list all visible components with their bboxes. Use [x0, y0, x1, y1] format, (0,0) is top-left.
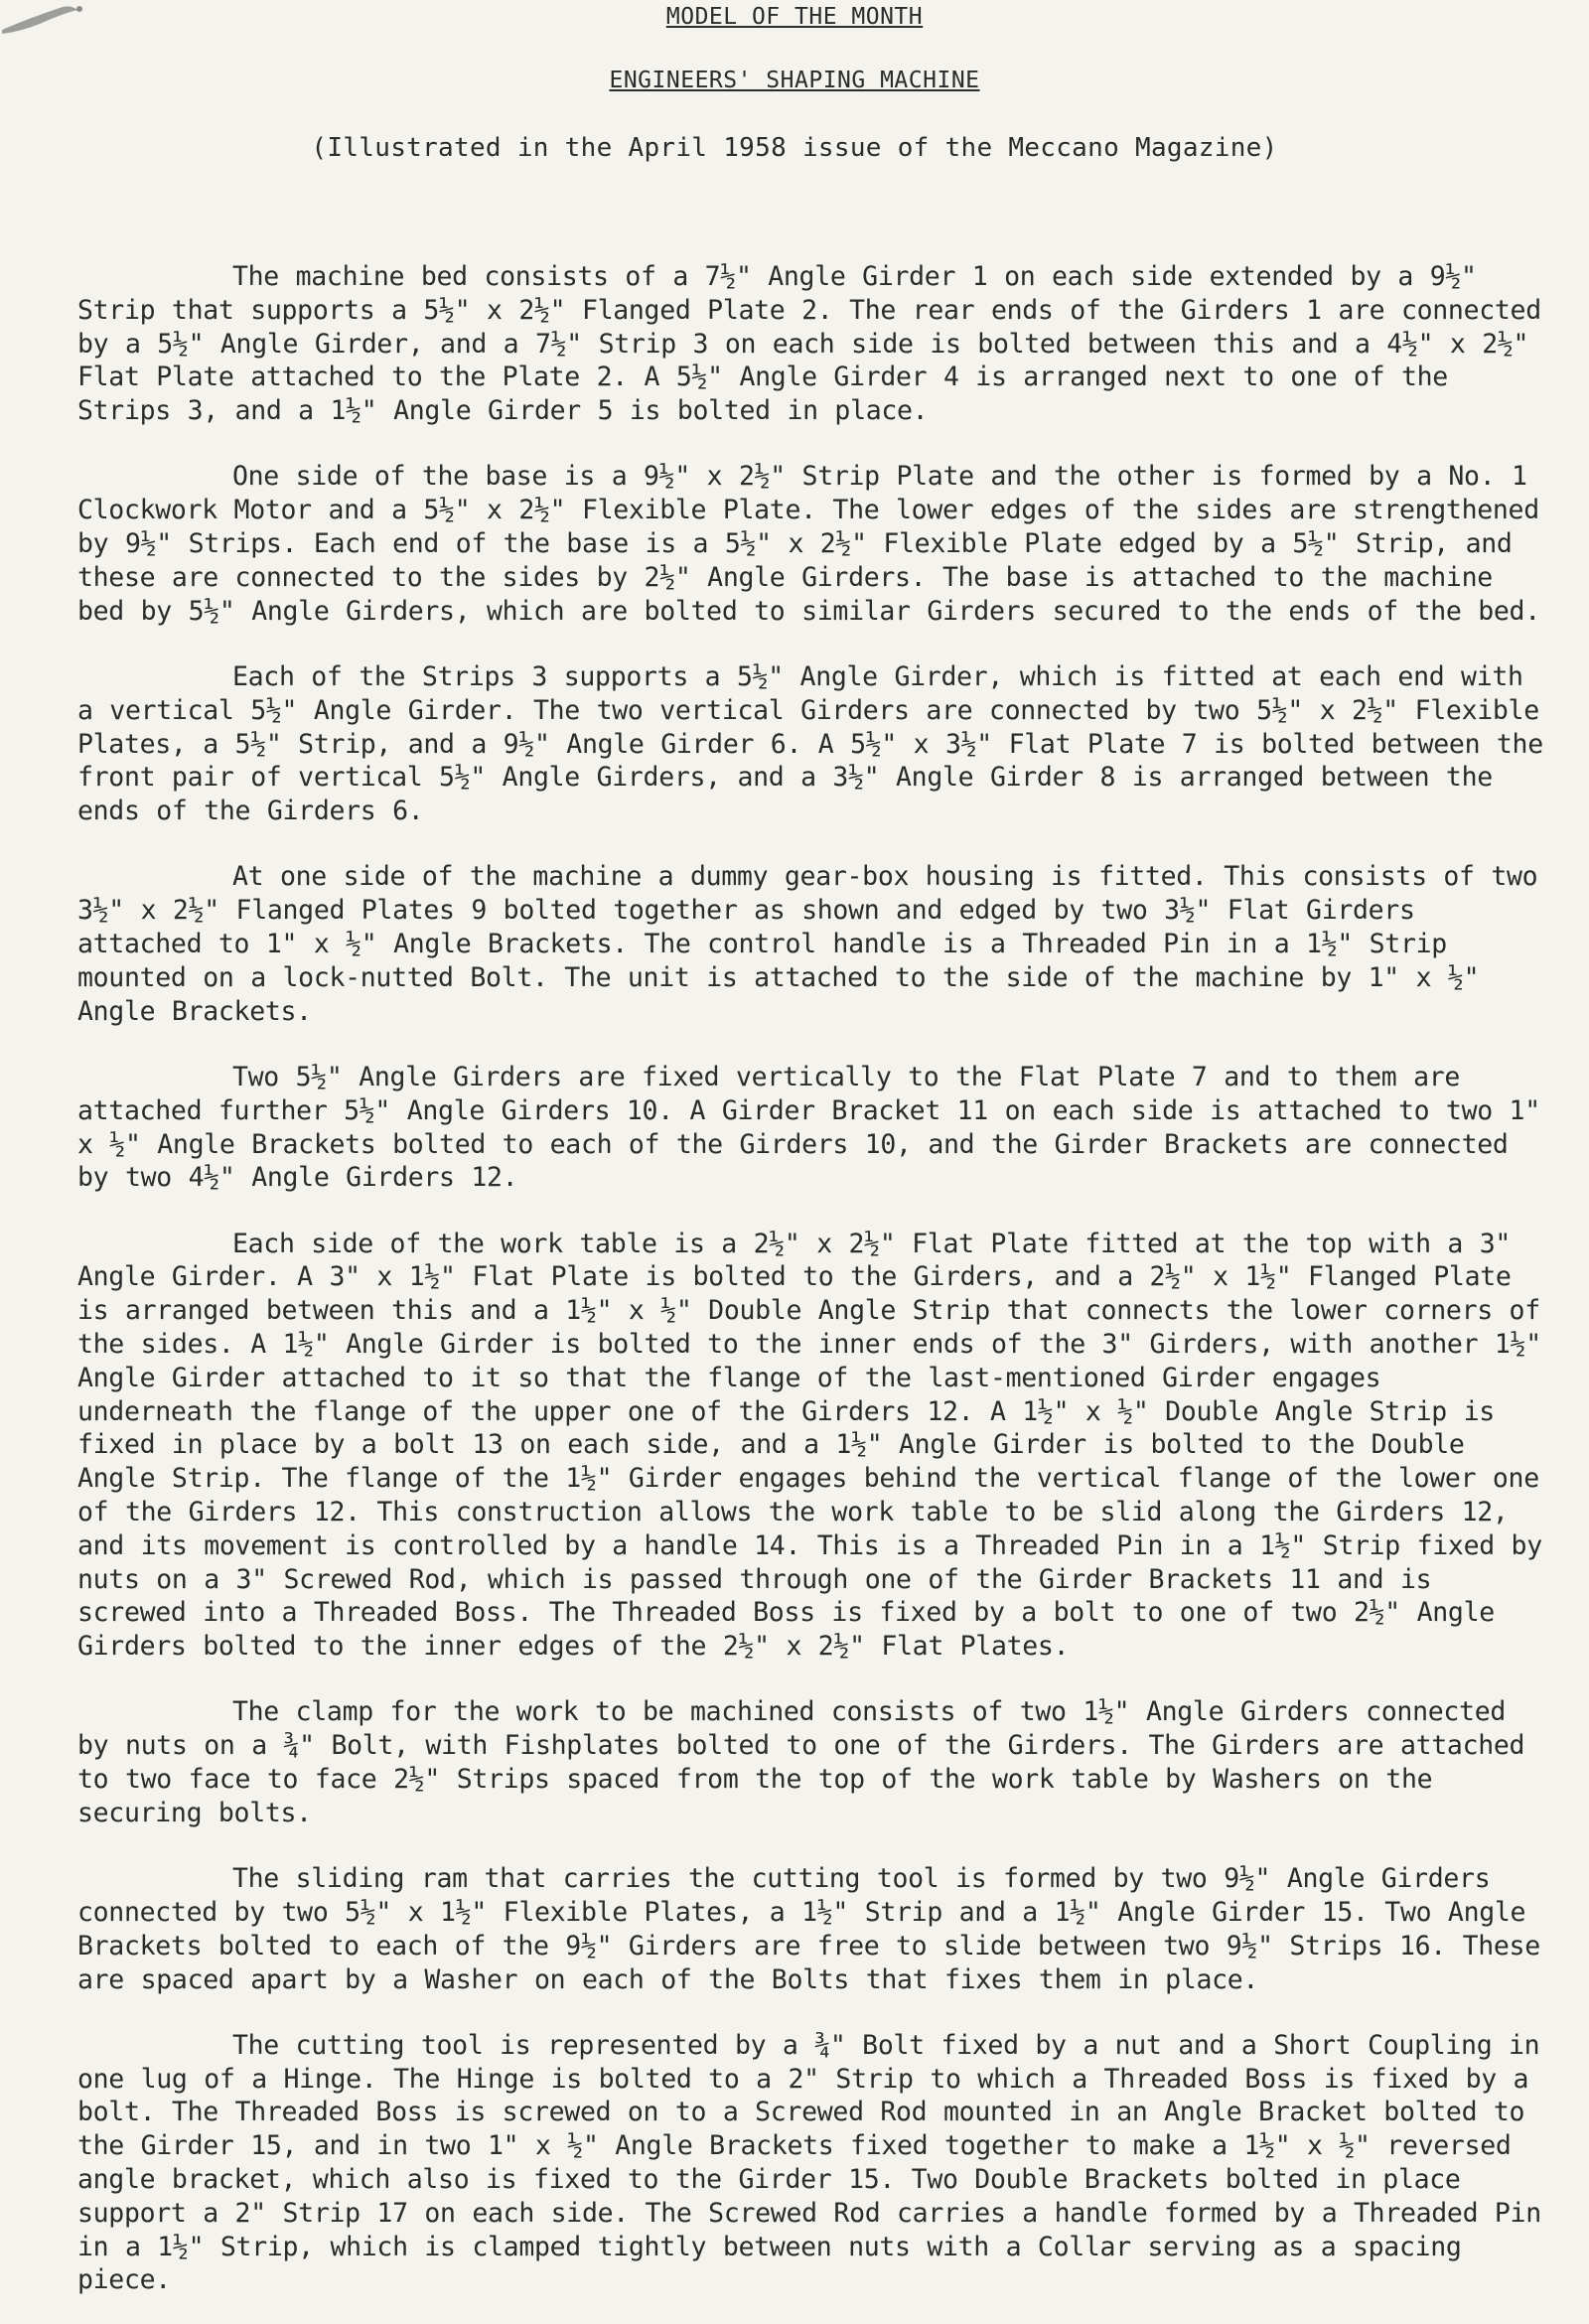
- body-text: [77, 260, 1547, 2297]
- paragraph-machine-bed: The machine bed consists of a 7½" Angle Girder 1 on each side extended by a 9½" Strip that supports a 5½" x 2½" Flanged Plate 2. The rear ends of the Girders 1 are connected by a 5½" Angle Girder, and a 7½" Strip 3 on each side is bolted between this and a 4½" x 2½" Flat Plate attached to the Plate 2. A 5½" Angle Girder 4 is arranged next to one of the Strips 3, and a 1½" Angle Girder 5 is bolted in place.: [77, 261, 1541, 427]
- paragraph-sliding-ram: The sliding ram that carries the cutting tool is formed by two 9½" Angle Girders connected by two 5½" x 1½" Flexible Plates, a 1½" Strip and a 1½" Angle Girder 15. Two Angle Brackets bolted to each of the 9½" Girders are free to slide between two 9½" Strips 16. These are spaced apart by a Washer on each of the Bolts that fixes them in place.: [77, 1863, 1540, 1995]
- paragraph-base: One side of the base is a 9½" x 2½" Strip Plate and the other is formed by a No. 1 Clockwork Motor and a 5½" x 2½" Flexible Plate. The lower edges of the sides are strengthened by 9½" Strips. Each end of the base is a 5½" x 2½" Flexible Plate edged by a 5½" Strip, and these are connected to the sides by 2½" Angle Girders. The base is attached to the machine bed by 5½" Angle Girders, which are bolted to similar Girders secured to the ends of the bed.: [77, 461, 1540, 627]
- document-title: MODEL OF THE MONTH: [665, 4, 924, 30]
- document-subtitle: ENGINEERS' SHAPING MACHINE: [609, 68, 980, 93]
- paragraph-girders: Two 5½" Angle Girders are fixed vertically to the Flat Plate 7 and to them are attached further 5½" Angle Girders 10. A Girder Bracket 11 on each side is attached to two 1" x ½" Angle Brackets bolted to each of the Girders 10, and the Girder Brackets are connected by two 4½" Angle Girders 12.: [77, 1061, 1540, 1194]
- paragraph-work-table: Each side of the work table is a 2½" x 2½" Flat Plate fitted at the top with a 3" Angle Girder. A 3" x 1½" Flat Plate is bolted to the Girders, and a 2½" x 1½" Flanged Plate is arranged between this and a 1½" x ½" Double Angle Strip that connects the lower corners of the sides. A 1½" Angle Girder is bolted to the inner ends of the 3" Girders, with another 1½" Angle Girder attached to it so that the flange of the last-mentioned Girder engages underneath the flange of the upper one of the Girders 12. A 1½" x ½" Double Angle Strip is fixed in place by a bolt 13 on each side, and a 1½" Angle Girder is bolted to the Double Angle Strip. The flange of the 1½" Girder engages behind the vertical flange of the lower one of the Girders 12. This construction allows the work table to be slid along the Girders 12, and its movement is controlled by a handle 14. This is a Threaded Pin in a 1½" Strip fixed by nuts on a 3" Screwed Rod, which is passed through one of the Girder Brackets 11 and is screwed into a Threaded Boss. The Threaded Boss is fixed by a bolt to one of two 2½" Angle Girders bolted to the inner edges of the 2½" x 2½" Flat Plates.: [77, 1228, 1542, 1663]
- paragraph-clamp: The clamp for the work to be machined consists of two 1½" Angle Girders connected by nuts on a ¾" Bolt, with Fishplates bolted to one of the Girders. The Girders are attached to two face to face 2½" Strips spaced from the top of the work table by Washers on the securing bolts.: [77, 1696, 1525, 1828]
- paragraph-strips: Each of the Strips 3 supports a 5½" Angle Girder, which is fitted at each end with a vertical 5½" Angle Girder. The two vertical Girders are connected by two 5½" x 2½" Flexible Plates, a 5½" Strip, and a 9½" Angle Girder 6. A 5½" x 3½" Flat Plate 7 is bolted between the front pair of vertical 5½" Angle Girders, and a 3½" Angle Girder 8 is arranged between the ends of the Girders 6.: [77, 660, 1543, 827]
- paragraph-cutting-tool: The cutting tool is represented by a ¾" Bolt fixed by a nut and a Short Coupling in one lug of a Hinge. The Hinge is bolted to a 2" Strip to which a Threaded Boss is fixed by a bolt. The Threaded Boss is screwed on to a Screwed Rod mounted in an Angle Bracket bolted to the Girder 15, and in two 1" x ½" Angle Brackets fixed together to make a 1½" x ½" reversed angle bracket, which also is fixed to the Girder 15. Two Double Brackets bolted in place support a 2" Strip 17 on each side. The Screwed Rod carries a handle formed by a Threaded Pin in a 1½" Strip, which is clamped tightly between nuts with a Collar serving as a spacing piece.: [77, 2029, 1541, 2296]
- illustration-note: (Illustrated in the April 1958 issue of the Meccano Magazine): [311, 133, 1278, 163]
- paragraph-gear-box: At one side of the machine a dummy gear-box housing is fitted. This consists of two 3½" x 2½" Flanged Plates 9 bolted together as shown and edged by two 3½" Flat Girders attached to 1" x ½" Angle Brackets. The control handle is a Threaded Pin in a 1½" Strip mounted on a lock-nutted Bolt. The unit is attached to the side of the machine by 1" x ½" Angle Brackets.: [77, 861, 1538, 1027]
